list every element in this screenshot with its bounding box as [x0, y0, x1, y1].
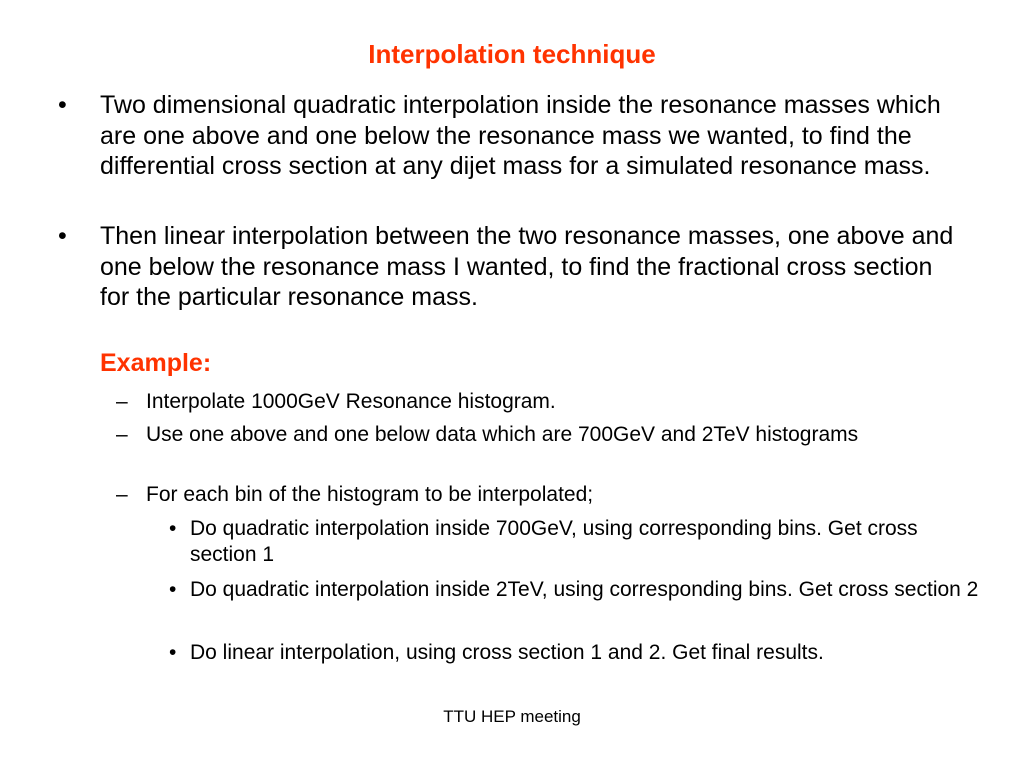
- example-item: [116, 482, 916, 508]
- dash-marker: –: [116, 390, 128, 413]
- bullet-item: [58, 221, 958, 313]
- bullet-text: Two dimensional quadratic interpolation inside the resonance masses which are one above and one below the resonance mass we wanted, to find the differential cross section at any dijet mass for a simulated resonance mass.: [100, 91, 941, 180]
- example-label: Example:: [100, 349, 212, 377]
- example-item-text: For each bin of the histogram to be interpolated;: [146, 483, 594, 506]
- slide-footer: TTU HEP meeting: [443, 707, 581, 726]
- step-item: [169, 516, 989, 568]
- step-text: Do linear interpolation, using cross section 1 and 2. Get final results.: [190, 641, 824, 664]
- example-item: [116, 389, 916, 415]
- example-item: [116, 422, 916, 448]
- dash-marker: –: [116, 423, 128, 446]
- step-item: [169, 640, 989, 666]
- slide-title: Interpolation technique: [368, 39, 656, 69]
- step-marker: •: [169, 578, 177, 601]
- example-item-text: Interpolate 1000GeV Resonance histogram.: [146, 390, 556, 413]
- step-marker: •: [169, 517, 177, 540]
- step-text: Do quadratic interpolation inside 2TeV, using corresponding bins. Get cross section 2: [190, 578, 979, 601]
- dash-marker: –: [116, 483, 128, 506]
- step-text: Do quadratic interpolation inside 700GeV, using corresponding bins. Get cross section 1: [190, 517, 918, 566]
- bullet-text: Then linear interpolation between the two resonance masses, one above and one below the resonance mass I wanted, to find the fractional cross section for the particular resonance mass.: [100, 222, 954, 311]
- step-item: [169, 577, 989, 603]
- bullet-marker: •: [58, 91, 67, 119]
- step-marker: •: [169, 641, 177, 664]
- bullet-marker: •: [58, 222, 67, 250]
- bullet-item: [58, 90, 958, 182]
- example-item-text: Use one above and one below data which are 700GeV and 2TeV histograms: [146, 423, 859, 446]
